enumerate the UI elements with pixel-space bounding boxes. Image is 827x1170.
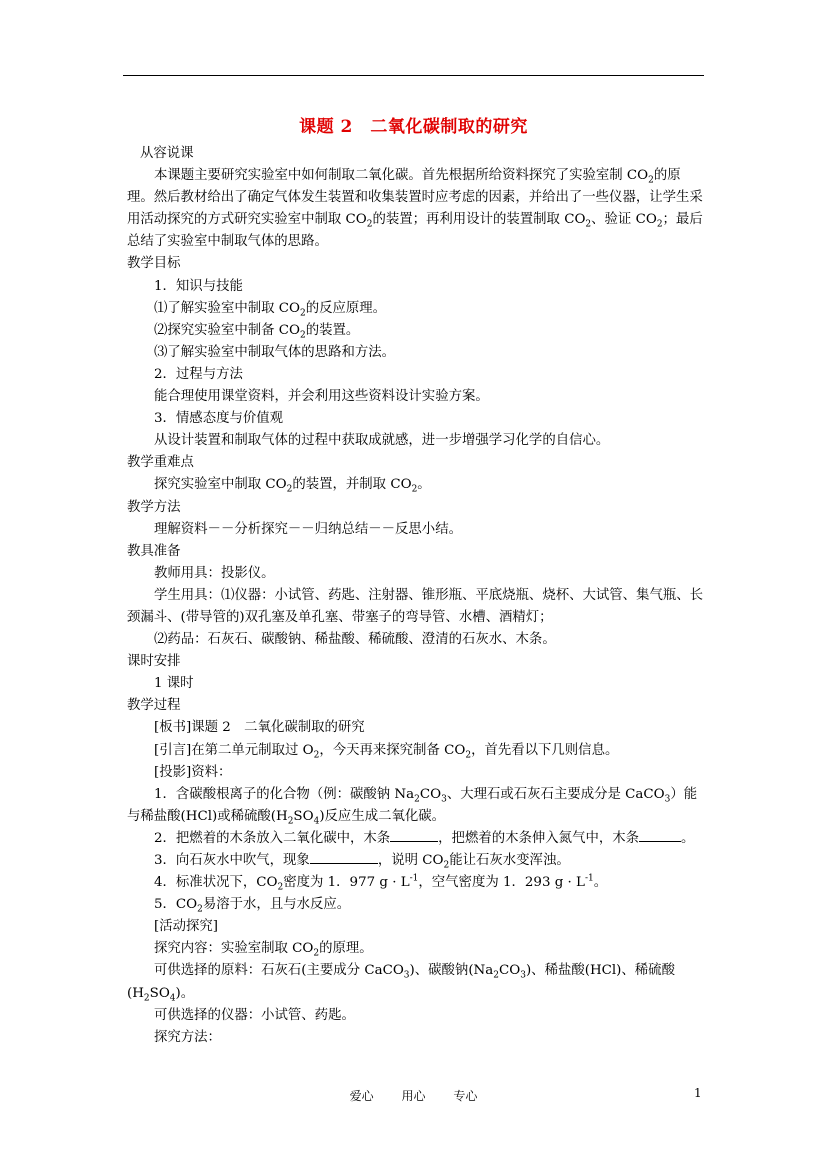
- lead-text: [引言]在第二单元制取过 $O_2$，今天再来探究制备 $CO_2$，首先看以下几则信息。: [154, 742, 619, 761]
- explore-method: 探究方法：: [154, 1029, 221, 1045]
- answer-blank: [390, 828, 438, 842]
- info-4: 4．标准状况下，$CO_2$密度为 1．977 $g \cdot L^{-1}$，空气密度为 1．293 $g \cdot L^{-1}$。: [154, 873, 608, 893]
- footer-text: 专心: [453, 1089, 478, 1103]
- intro-paragraph: 本课题主要研究实验室中如何制取二氧化碳。首先根据所给资料探究了实验室制 $CO_2$的原理。然后教材给出了确定气体发生装置和收集装置时应考虑的因素，并给出了一些仪器，让学生采用活动探究的方式研究实验室中制取 $CO_2$的装置；再利用设计的装置制取 $CO_2$、验证 $CO_2$；最后总结了实验室中制取气体的思路。: [127, 168, 703, 250]
- section-heading-intro: 从容说课: [140, 146, 194, 161]
- goal-1c: ⑶了解实验室中制取气体的思路和方法。: [154, 344, 396, 360]
- goal-1b: ⑵探究实验室中制备 $CO_2$的装置。: [154, 322, 360, 341]
- info-5: 5．$CO_2$易溶于水，且与水反应。: [154, 897, 351, 915]
- goal-2: 2．过程与方法: [154, 366, 243, 382]
- focus-text: 探究实验室中制取 $CO_2$的装置，并制取 $CO_2$。: [154, 477, 431, 496]
- time-text: 1 课时: [154, 676, 194, 692]
- footer-text: 爱心: [349, 1089, 374, 1103]
- goal-1: 1．知识与技能: [154, 278, 243, 294]
- student-tools: 学生用具：⑴仪器：小试管、药匙、注射器、锥形瓶、平底烧瓶、烧杯、大试管、集气瓶、长颈漏斗、(带导管的)双孔塞及单孔塞、带塞子的弯导管、水槽、酒精灯；: [127, 587, 704, 625]
- page-title: 课题 2 二氧化碳制取的研究: [299, 117, 528, 137]
- section-heading-process: 教学过程: [127, 698, 181, 714]
- document-body: [127, 143, 705, 1049]
- projection-label: [投影]资料：: [154, 764, 232, 780]
- goal-3-text: 从设计装置和制取气体的过程中获取成就感，进一步增强学习化学的自信心。: [154, 433, 610, 449]
- info-1: 1．含碳酸根离子的化合物（例：碳酸钠 $Na_2CO_3$、大理石或石灰石主要成分是 CaCO$_3$）能与稀盐酸(HCl)或稀硫酸$(H_2SO_4)$反应生成二氧化碳。: [127, 786, 698, 827]
- goal-2-text: 能合理使用课堂资料，并会利用这些资料设计实验方案。: [154, 389, 489, 405]
- page-number: 1: [694, 1086, 702, 1100]
- header-rule: [123, 75, 704, 76]
- section-heading-time: 课时安排: [127, 654, 181, 670]
- raw-materials: 可供选择的原料：石灰石(主要成分 CaCO$_3$)、碳酸钠$(Na_2CO_3)$、稀盐酸(HCl)、稀硫酸$(H_2SO_4)$。: [127, 963, 675, 1004]
- instruments: 可供选择的仪器：小试管、药匙。: [154, 1007, 355, 1023]
- explore-content: 探究内容：实验室制取 $CO_2$的原理。: [154, 941, 373, 960]
- answer-blank: [310, 850, 378, 864]
- info-2: 2．把燃着的木条放入二氧化碳中，木条 ，把燃着的木条伸入氮气中，木条 。: [127, 828, 705, 850]
- answer-blank: [639, 828, 681, 842]
- goal-1a: ⑴了解实验室中制取 $CO_2$的反应原理。: [154, 300, 387, 319]
- goal-3: 3．情感态度与价值观: [154, 411, 284, 427]
- footer-text: 用心: [401, 1089, 426, 1103]
- section-heading-focus: 教学重难点: [127, 455, 194, 471]
- teacher-tools: 教师用具：投影仪。: [154, 565, 275, 581]
- info-3: 3．向石灰水中吹气，现象 ，说明 $CO_2$能让石灰水变浑浊。: [127, 850, 705, 872]
- section-heading-prep: 教具准备: [127, 543, 181, 559]
- board-text: [板书]课题 2 二氧化碳制取的研究: [154, 720, 365, 736]
- section-heading-method: 教学方法: [127, 499, 181, 515]
- method-text: 理解资料－－分析探究－－归纳总结－－反思小结。: [154, 521, 462, 537]
- activity-label: [活动探究]: [154, 919, 219, 935]
- drugs-list: ⑵药品：石灰石、碳酸钠、稀盐酸、稀硫酸、澄清的石灰水、木条。: [154, 632, 556, 648]
- page-footer: [0, 1087, 827, 1104]
- section-heading-goals: 教学目标: [127, 256, 181, 272]
